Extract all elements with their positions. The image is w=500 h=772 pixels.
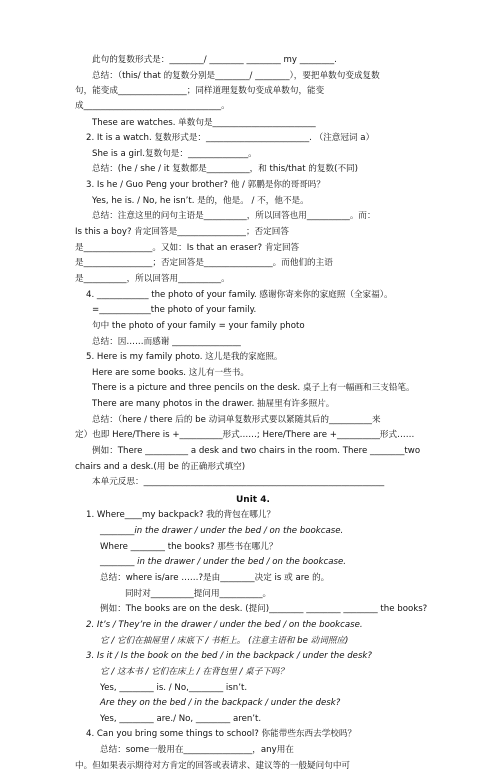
text-line: chairs and a desk.(用 be 的正确形式填空) <box>75 462 246 472</box>
text-line: Are they on the bed / in the backpack / under the desk? <box>100 698 341 708</box>
text-line: 3. Is he / Guo Peng your brother? 他 / 郭鹏是你的哥哥吗？ <box>86 180 325 190</box>
text-line: 本单元反思：________________________________________________________ <box>92 477 385 487</box>
text-line: 同时对__________提问用__________。 <box>125 589 272 599</box>
text-line: These are watches. 单数句是________________________ <box>92 118 316 128</box>
text-line: 定）也即 Here/There is +__________形式……; Here/There are +__________形式…… <box>75 430 415 440</box>
text-line: 总结：注意这里的问句主语是__________，所以回答也用__________。而： <box>92 211 376 221</box>
text-line: 总结：(he / she / it 复数都是__________，和 this/that 的复数(不同) <box>92 164 358 174</box>
text-line: 5. Here is my family photo. 这儿是我的家庭照。 <box>86 352 283 362</box>
text-line: 成________________________________。 <box>75 101 230 111</box>
text-line: Yes, ________ are./ No, ________ aren’t. <box>100 714 262 724</box>
text-line: 总结：（here / there 后的 be 动词单复数形式要以紧随其后的__________来 <box>92 415 381 425</box>
text-line: Where ________ the books? 那些书在哪儿？ <box>100 542 278 552</box>
text-line: 是________________。又如：Is that an eraser? 肯定回答 <box>75 243 300 253</box>
text-line: 总结：some一般用在________________，any用在 <box>100 745 294 755</box>
text-line: =____________the photo of your family. <box>92 305 257 315</box>
text-line: 4. ____________ the photo of your family. 感谢你寄来你的家庭照（全家福）。 <box>86 290 393 300</box>
text-line: 1. Where____my backpack? 我的背包在哪儿？ <box>86 510 276 520</box>
text-line: 此句的复数形式是：________/ ________ ________ my ________. <box>92 55 337 65</box>
text-line: Yes, he is. / No, he isn’t. 是的，他是。 / 不，他不是。 <box>92 196 309 206</box>
text-line: ________in the drawer / under the bed / on the bookcase. <box>100 526 344 536</box>
text-line: 中。但如果表示期待对方肯定的回答或表请求、建议等的一般疑问句中可 <box>75 761 351 771</box>
text-line: 是________________；否定回答是________________。而他们的主语 <box>75 258 333 268</box>
text-line: 2. It is a watch. 复数形式是：________________________. （注意冠词 a） <box>86 133 375 143</box>
text-line: 它 / 它们在抽屉里 / 床底下 / 书柜上。 (注意主语和 be 动词照应) <box>100 636 349 646</box>
text-line: 2. It’s / They’re in the drawer / under the bed / on the bookcase. <box>86 620 363 630</box>
text-line: 它 / 这本书 / 它们在床上 / 在背包里 / 桌子下吗？ <box>100 667 289 677</box>
text-line: 3. Is it / Is the book on the bed / in the backpack / under the desk? <box>86 651 372 661</box>
text-line: Is this a boy? 肯定回答是________________；否定回答 <box>75 227 289 237</box>
text-line: 4. Can you bring some things to school? 你能带些东西去学校吗？ <box>86 729 357 739</box>
text-line: 总结：where is/are ……?是由________决定 is 或 are 的。 <box>100 573 330 583</box>
text-line: There is a picture and three pencils on the desk. 桌子上有一幅画和三支铅笔。 <box>92 383 415 393</box>
text-line: She is a girl.复数句是：______________。 <box>92 149 257 159</box>
text-line: 句，能变成________________；同样道理复数句变成单数句，能变 <box>75 86 325 96</box>
text-line: 总结：（this/ that 的复数分别是________/ ________），要把单数句变成复数 <box>92 71 380 81</box>
text-line: 是__________，所以回答用__________。 <box>75 274 230 284</box>
text-line: 总结：因……而感谢 ________________ <box>92 337 241 347</box>
text-line: ________ in the drawer / under the bed / on the bookcase. <box>100 557 346 567</box>
text-line: 例如：There __________ a desk and two chairs in the room. There ________two <box>92 446 421 456</box>
text-line: There are many photos in the drawer. 抽屉里有许多照片。 <box>92 399 335 409</box>
text-line: Yes, ________ is. / No,________ isn’t. <box>100 683 248 693</box>
unit-heading: Unit 4. <box>236 495 270 505</box>
text-line: Here are some books. 这儿有一些书。 <box>92 368 249 378</box>
text-line: 句中 the photo of your family = your family photo <box>92 321 305 331</box>
text-line: 例如：The books are on the desk. (提问)________ ________ ________ the books? <box>100 604 428 614</box>
